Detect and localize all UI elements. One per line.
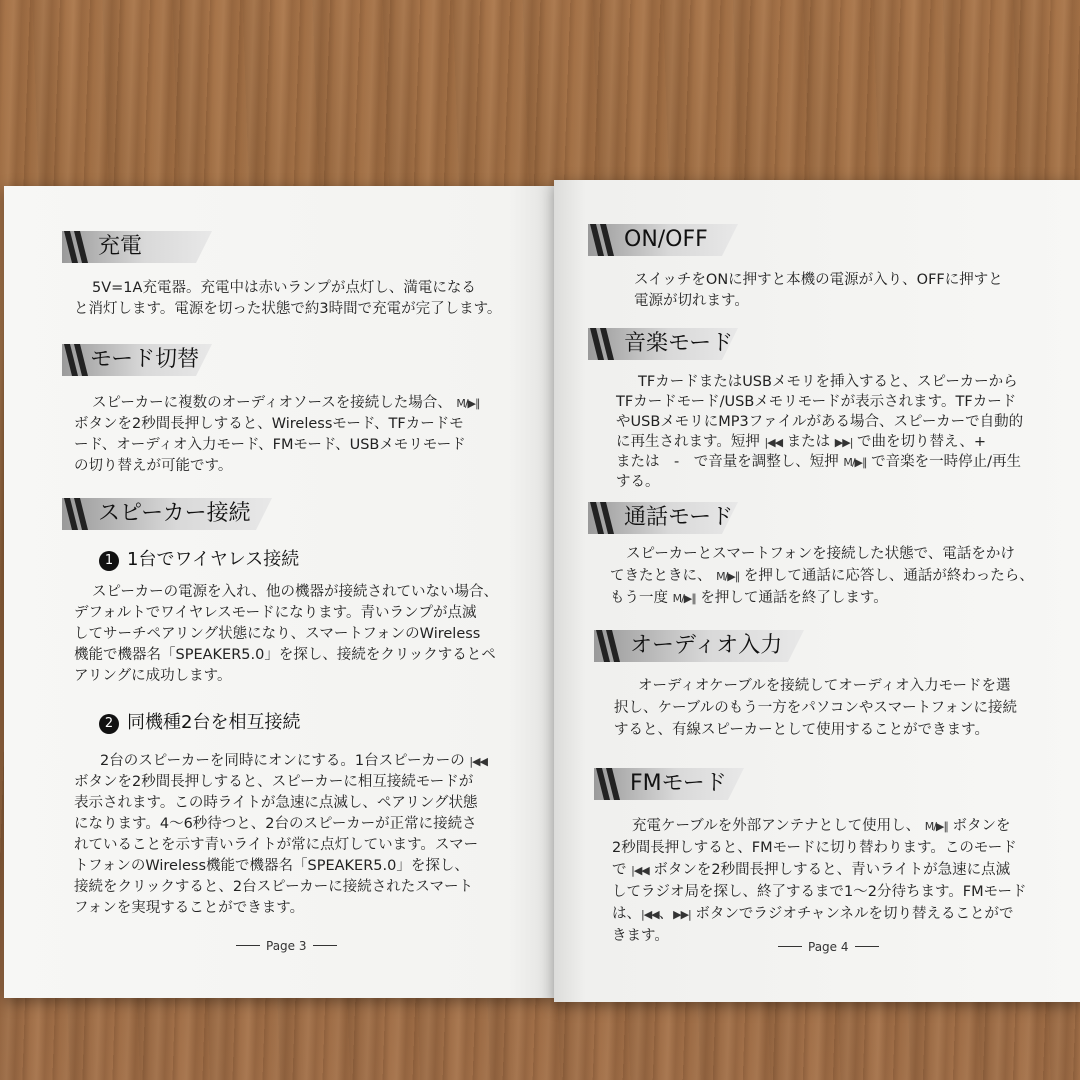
section-header-connect <box>62 498 272 530</box>
number-badge: 1 <box>99 551 119 571</box>
text-span: てきたときに、 <box>610 568 712 584</box>
section-header-fm <box>594 768 744 800</box>
next-icon: ▶▶| <box>673 908 691 921</box>
text-span: ボタンでラジオチャンネルを切り替えることがで <box>695 906 1014 922</box>
text-line: TFカードまたはUSBメモリを挿入すると、スピーカーから <box>638 374 1018 390</box>
stripes-icon <box>62 231 92 263</box>
section-header-mode <box>62 344 212 376</box>
text-line: の切り替えが可能です。 <box>74 458 233 474</box>
text-span: を押して通話を終了します。 <box>700 590 888 606</box>
text-line: やUSBメモリにMP3ファイルがある場合、スピーカーで自動的 <box>616 414 1024 430</box>
text-span: ボタンを <box>952 818 1011 834</box>
text-line: 電源が切れます。 <box>634 293 749 309</box>
text-line <box>616 432 986 454</box>
text-line: 接続をクリックすると、2台スピーカーに接続されたスマート <box>74 879 473 895</box>
stripes-icon <box>588 502 618 534</box>
section-title: ON/OFF <box>624 227 708 252</box>
text-line <box>612 860 1010 882</box>
stripes-icon <box>594 768 624 800</box>
text-line: になります。4〜6秒待つと、2台のスピーカーが正常に接続さ <box>74 816 477 832</box>
text-line: 5V=1A充電器。充電中は赤いランプが点灯し、満電になる <box>92 280 476 296</box>
text-line: スピーカーとスマートフォンを接続した状態で、電話をかけ <box>626 546 1015 562</box>
stripes-icon <box>588 224 618 256</box>
stripes-icon <box>62 498 92 530</box>
text-line <box>610 588 888 610</box>
text-line: フォンを実現することができます。 <box>74 900 305 916</box>
text-line: ボタンを2秒間長押しすると、Wirelessモード、TFカードモ <box>74 416 464 432</box>
previous-icon: |◀◀ <box>641 908 659 921</box>
text-span: を押して通話に応答し、通話が終わったら、 <box>743 568 1034 584</box>
number-badge: 2 <box>99 714 119 734</box>
page-number <box>772 940 885 954</box>
text-line <box>100 751 487 773</box>
subsection-text: 1台でワイヤレス接続 <box>127 549 300 570</box>
section-title: FMモード <box>630 771 727 796</box>
text-span: に再生されます。短押 <box>616 434 760 450</box>
right-page <box>554 180 1080 1002</box>
text-line: 表示されます。この時ライトが急速に点滅し、ペアリング状態 <box>74 795 478 811</box>
divider <box>313 945 337 946</box>
section-header-audio <box>594 630 804 662</box>
stripes-icon <box>62 344 92 376</box>
text-line: ボタンを2秒間長押しすると、スピーカーに相互接続モードが <box>74 774 474 790</box>
section-title: 通話モード <box>624 505 734 530</box>
text-line: れていることを示す青いライトが常に点灯しています。スマー <box>74 837 479 853</box>
text-line: ード、オーディオ入力モード、FMモード、USBメモリモード <box>74 437 466 453</box>
page-number-text: Page 4 <box>808 940 849 954</box>
text-line <box>632 816 1011 838</box>
text-span: または <box>786 434 831 450</box>
subsection-title-1 <box>99 548 299 572</box>
text-line <box>92 393 480 415</box>
text-line: してラジオ局を探し、終了するまで1〜2分待ちます。FMモード <box>612 884 1027 900</box>
section-header-music <box>588 328 738 360</box>
next-icon: ▶▶| <box>834 436 853 449</box>
left-page <box>4 186 554 998</box>
section-header-call <box>588 502 738 534</box>
text-line: TFカードモード/USBメモリモードが表示されます。TFカード <box>616 394 1017 410</box>
previous-icon: |◀◀ <box>469 755 487 768</box>
divider <box>855 946 879 947</box>
text-line: すると、有線スピーカーとして使用することができます。 <box>614 722 989 738</box>
section-title: 音楽モード <box>624 331 734 356</box>
play-pause-icon: M/▶∥ <box>456 397 480 410</box>
text-line: アリングに成功します。 <box>74 668 232 684</box>
text-span: で <box>612 862 627 878</box>
subsection-title-2 <box>99 711 300 735</box>
play-pause-icon: M/▶∥ <box>924 820 948 833</box>
text-line: してサーチペアリング状態になり、スマートフォンのWireless <box>74 626 481 642</box>
section-title: 充電 <box>98 234 143 259</box>
section-title: スピーカー接続 <box>98 501 251 526</box>
previous-icon: |◀◀ <box>764 436 783 449</box>
text-line <box>610 566 1034 588</box>
section-title: モード切替 <box>90 347 200 372</box>
text-line: オーディオケーブルを接続してオーディオ入力モードを選 <box>638 678 1011 694</box>
text-line: 択し、ケーブルのもう一方をパソコンやスマートフォンに接続 <box>614 700 1017 716</box>
text-span: もう一度 <box>610 590 668 606</box>
play-pause-icon: M/▶∥ <box>672 592 696 605</box>
text-span: 2台のスピーカーを同時にオンにする。1台スピーカーの <box>100 753 465 769</box>
divider <box>778 946 802 947</box>
subsection-text: 同機種2台を相互接続 <box>127 712 301 733</box>
divider <box>236 945 260 946</box>
play-pause-icon: M/▶∥ <box>716 570 740 583</box>
section-title: オーディオ入力 <box>630 633 783 658</box>
text-line: 機能で機器名「SPEAKER5.0」を探し、接続をクリックするとペ <box>74 647 496 663</box>
text-span: で曲を切り替え、+ <box>857 434 987 450</box>
stripes-icon <box>588 328 618 360</box>
text-span: 、 <box>658 906 674 922</box>
text-line: スピーカーの電源を入れ、他の機器が接続されていない場合、 <box>92 584 498 600</box>
text-span: または - で音量を調整し、短押 <box>616 454 839 470</box>
text-line: と消灯します。電源を切った状態で約3時間で充電が完了します。 <box>74 301 502 317</box>
text-line: 2秒間長押しすると、FMモードに切り替わります。このモード <box>612 840 1017 856</box>
text-span: スピーカーに複数のオーディオソースを接続した場合、 <box>92 395 452 411</box>
section-header-charge <box>62 231 212 263</box>
text-span: で音楽を一時停止/再生 <box>871 454 1021 470</box>
page-number-text: Page 3 <box>266 939 307 953</box>
text-span: は、 <box>612 906 641 922</box>
text-line <box>616 452 1021 474</box>
page-number <box>230 939 343 953</box>
text-line: スイッチをONに押すと本機の電源が入り、OFFに押すと <box>634 272 1003 288</box>
previous-icon: |◀◀ <box>631 864 649 877</box>
text-line: する。 <box>616 474 660 490</box>
text-line: きます。 <box>612 928 669 944</box>
text-line <box>612 904 1014 926</box>
text-span: ボタンを2秒間長押しすると、青いライトが急速に点滅 <box>653 862 1011 878</box>
text-line: デフォルトでワイヤレスモードになります。青いランプが点滅 <box>74 605 477 621</box>
text-span: 充電ケーブルを外部アンテナとして使用し、 <box>632 818 921 834</box>
stripes-icon <box>594 630 624 662</box>
section-header-onoff <box>588 224 738 256</box>
play-pause-icon: M/▶∥ <box>843 456 867 469</box>
text-line: トフォンのWireless機能で機器名「SPEAKER5.0」を探し、 <box>74 858 469 874</box>
